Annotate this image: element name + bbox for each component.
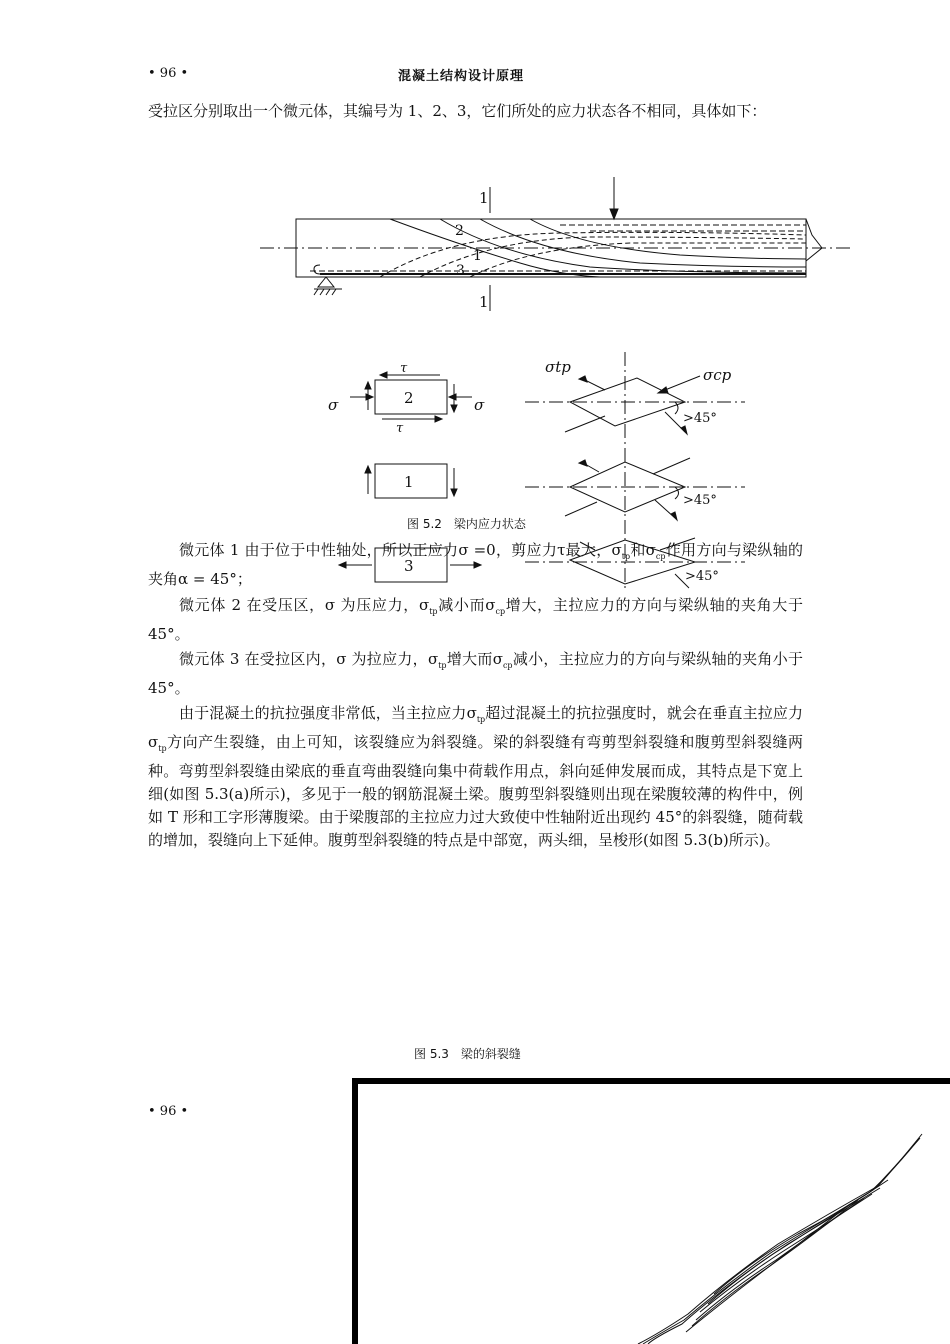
- beam-stress-diagram: [260, 175, 860, 315]
- figure-5-3-frame: [352, 1078, 950, 1344]
- p3-text-c: 减小，主拉应力的方向与梁纵轴的夹角小于 45°。: [148, 650, 803, 697]
- p1-text-b: 和σ: [630, 541, 656, 559]
- beam-label-3: 3: [456, 263, 465, 279]
- paragraph-element-1: [148, 539, 803, 591]
- p4-text-a: 由于混凝土的抗拉强度非常低，当主拉应力σ: [179, 704, 477, 722]
- p3-text-b: 增大而σ: [446, 650, 503, 668]
- p3-sub-cp: cp: [502, 661, 513, 670]
- tau-top: τ: [400, 361, 408, 376]
- p4-text-c: 方向产生裂缝，由上可知，该裂缝应为斜裂缝。梁的斜裂缝有弯剪型斜裂缝和腹剪型斜裂缝两种。弯剪型斜裂缝由梁底的垂直弯曲裂缝向集中荷载作用点，斜向延伸发展而成，其特点是下宽上细(如图 5.3(a)所示)，多见于一般的钢筋混凝土梁。腹剪型斜裂缝则出现在梁腹较薄的构件中，例如 T 形和工字形薄腹梁。由于梁腹部的主拉应力过大致使中性轴附近出现约 45°的斜裂缝，随荷载的增加，裂缝向上下延伸。腹剪型斜裂缝的特点是中部宽，两头细，呈梭形(如图 5.3(b)所示)。: [148, 733, 803, 849]
- p1-sub-tp: tp: [621, 552, 631, 561]
- angle-label-3: >45°: [685, 569, 719, 584]
- p2-sub-tp: tp: [429, 607, 438, 616]
- p2-text-b: 减小而σ: [437, 596, 496, 614]
- section-mark-bottom: 1: [479, 293, 489, 311]
- element-label-2: 2: [404, 389, 414, 407]
- figure-5-3-caption: 图 5.3 梁的斜裂缝: [414, 1047, 521, 1061]
- beam-label-2: 2: [455, 223, 464, 239]
- section-mark-top: 1: [479, 189, 489, 207]
- header-page-number: • 96 •: [148, 66, 189, 81]
- sigma-cp-label: σcp: [703, 366, 732, 384]
- p1-text-a: 微元体 1 由于位于中性轴处，所以正应力σ =0，剪应力τ最大，σ: [179, 541, 622, 559]
- element-label-1: 1: [404, 473, 414, 491]
- figure-5-2-caption: 图 5.2 梁内应力状态: [407, 517, 526, 531]
- sigma-right: σ: [474, 396, 485, 414]
- p2-text-c: 增大，主拉应力的方向与梁纵轴的夹角大于 45°。: [148, 596, 803, 643]
- sigma-left: σ: [328, 396, 339, 414]
- p2-sub-cp: cp: [495, 607, 506, 616]
- p2-text-a: 微元体 2 在受压区，σ 为压应力，σ: [179, 596, 430, 614]
- beam-label-1: 1: [473, 248, 482, 264]
- paragraph-element-3: [148, 648, 803, 700]
- p4-sub-tp-1: tp: [476, 715, 486, 724]
- element-label-3: 3: [404, 557, 414, 575]
- paragraph-diagonal-cracks: [148, 702, 803, 852]
- diagonal-crack-drawing: [358, 1084, 950, 1344]
- p1-text-c: 作用方向与梁纵轴的夹角α = 45°；: [148, 541, 803, 588]
- p3-text-a: 微元体 3 在受拉区内，σ 为拉应力，σ: [179, 650, 439, 668]
- sigma-tp-label: σtp: [545, 358, 571, 376]
- angle-label-2: >45°: [683, 411, 717, 426]
- p4-sub-tp-2: tp: [158, 744, 167, 753]
- p1-sub-cp: cp: [655, 552, 666, 561]
- angle-label-1: >45°: [683, 493, 717, 508]
- tau-bottom: τ: [396, 421, 404, 436]
- p3-sub-tp: tp: [438, 661, 447, 670]
- p4-text-b: 超过混凝土的抗拉强度时，就会在垂直主拉应力σ: [148, 704, 803, 751]
- footer-page-number: • 96 •: [148, 1104, 189, 1119]
- paragraph-element-2: [148, 594, 803, 646]
- intro-paragraph: 受拉区分别取出一个微元体，其编号为 1、2、3，它们所处的应力状态各不相同，具体如下：: [148, 102, 767, 120]
- header-title: 混凝土结构设计原理: [398, 69, 525, 84]
